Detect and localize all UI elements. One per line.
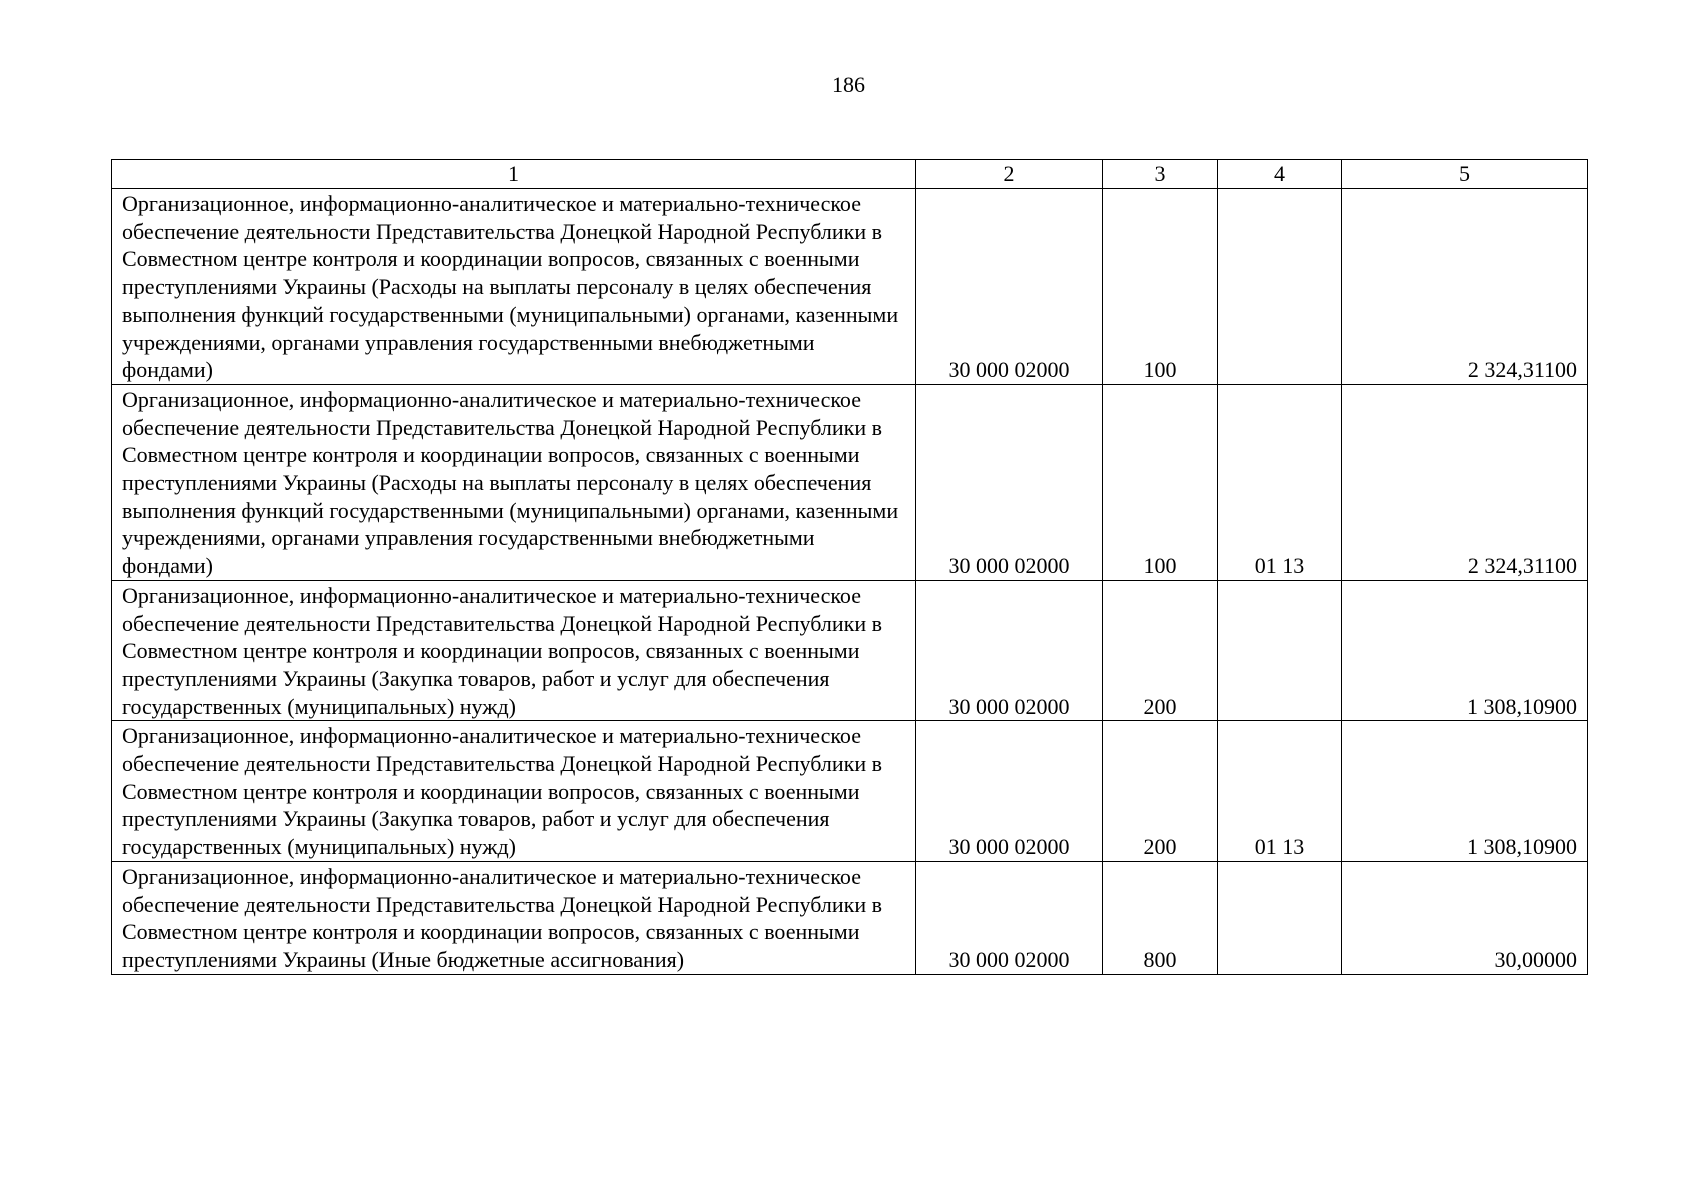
row-expense-type: 100: [1103, 384, 1218, 580]
column-header-3: 3: [1103, 160, 1218, 189]
table-row: [112, 721, 1588, 862]
page-number: 186: [832, 72, 865, 97]
row-target-article: 30 000 02000: [916, 384, 1103, 580]
row-amount: 2 324,31100: [1342, 384, 1588, 580]
row-section: [1218, 861, 1342, 974]
row-section: 01 13: [1218, 384, 1342, 580]
header-row: [112, 160, 1588, 189]
column-header-4: 4: [1218, 160, 1342, 189]
row-target-article: 30 000 02000: [916, 189, 1103, 385]
budget-table: [111, 159, 1588, 975]
row-description: Организационное, информационно-аналитическое и материально-техническое обеспечение деятельности Представительства Донецкой Народной Республики в Совместном центре контроля и координации вопросов, связанных с военными преступлениями Украины (Иные бюджетные ассигнования): [112, 861, 916, 974]
row-amount: 1 308,10900: [1342, 721, 1588, 862]
table-row: [112, 580, 1588, 721]
row-target-article: 30 000 02000: [916, 861, 1103, 974]
row-section: 01 13: [1218, 721, 1342, 862]
row-description: Организационное, информационно-аналитическое и материально-техническое обеспечение деятельности Представительства Донецкой Народной Республики в Совместном центре контроля и координации вопросов, связанных с военными преступлениями Украины (Закупка товаров, работ и услуг для обеспечения государственных (муниципальных) нужд): [112, 580, 916, 721]
row-amount: 2 324,31100: [1342, 189, 1588, 385]
row-expense-type: 200: [1103, 721, 1218, 862]
row-description: Организационное, информационно-аналитическое и материально-техническое обеспечение деятельности Представительства Донецкой Народной Республики в Совместном центре контроля и координации вопросов, связанных с военными преступлениями Украины (Закупка товаров, работ и услуг для обеспечения государственных (муниципальных) нужд): [112, 721, 916, 862]
row-expense-type: 200: [1103, 580, 1218, 721]
column-header-5: 5: [1342, 160, 1588, 189]
row-amount: 1 308,10900: [1342, 580, 1588, 721]
row-amount: 30,00000: [1342, 861, 1588, 974]
row-section: [1218, 189, 1342, 385]
table-row: [112, 384, 1588, 580]
table-header: [112, 160, 1588, 189]
row-expense-type: 100: [1103, 189, 1218, 385]
table-row: [112, 189, 1588, 385]
column-header-1: 1: [112, 160, 916, 189]
table-body: [112, 189, 1588, 975]
row-description: Организационное, информационно-аналитическое и материально-техническое обеспечение деятельности Представительства Донецкой Народной Республики в Совместном центре контроля и координации вопросов, связанных с военными преступлениями Украины (Расходы на выплаты персоналу в целях обеспечения выполнения функций государственными (муниципальными) органами, казенными учреждениями, органами управления государственными внебюджетными фондами): [112, 189, 916, 385]
row-section: [1218, 580, 1342, 721]
row-description: Организационное, информационно-аналитическое и материально-техническое обеспечение деятельности Представительства Донецкой Народной Республики в Совместном центре контроля и координации вопросов, связанных с военными преступлениями Украины (Расходы на выплаты персоналу в целях обеспечения выполнения функций государственными (муниципальными) органами, казенными учреждениями, органами управления государственными внебюджетными фондами): [112, 384, 916, 580]
table-row: [112, 861, 1588, 974]
row-expense-type: 800: [1103, 861, 1218, 974]
row-target-article: 30 000 02000: [916, 721, 1103, 862]
column-header-2: 2: [916, 160, 1103, 189]
row-target-article: 30 000 02000: [916, 580, 1103, 721]
